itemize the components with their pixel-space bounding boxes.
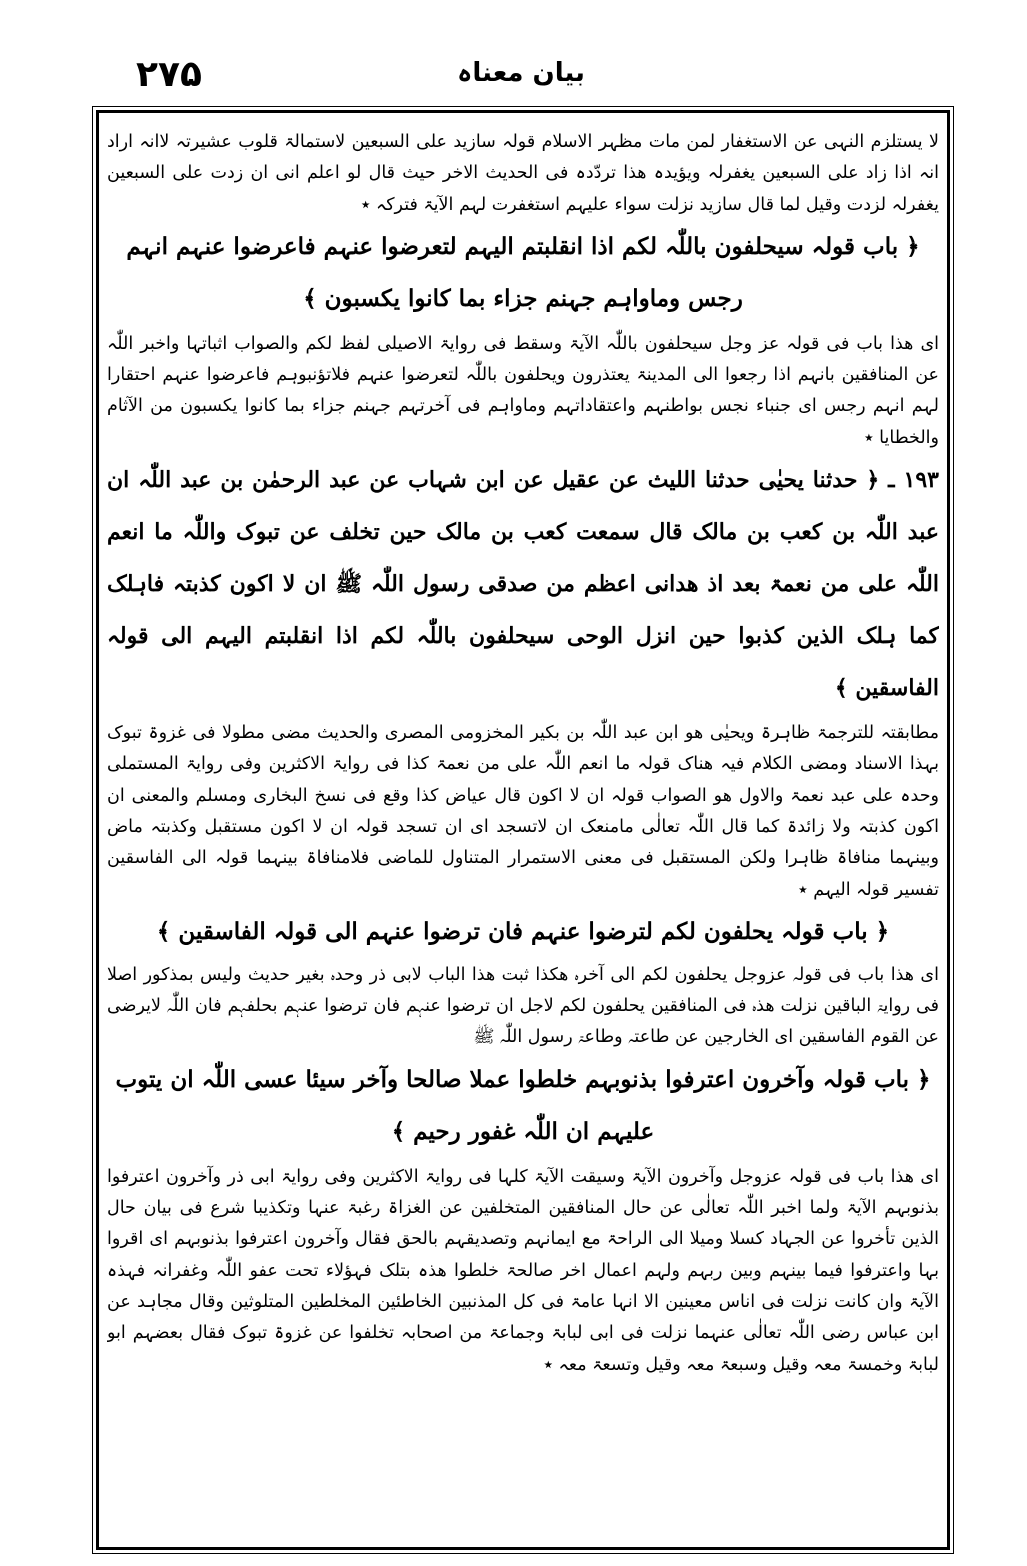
commentary-paragraph: ای ھذا باب فی قولہ عزوجل وآخرون الآیۃ وسیقت الآیۃ کلہا فی روایۃ الاکثرین وفی روایۃ ابی ذر وآخرون اعترفوا بذنوبہم الآیۃ ولما اخبر اللّٰہ تعالٰی عن حال المنافقین المتخلفین عن الغزاۃ رغبۃ عنہا وتکذیبا شرع فی بیان حال الذین تأخروا عن الجہاد کسلا ومیلا الی الراحۃ مع ایمانہم وتصدیقہم بالحق فقال وآخرون اعترفوا بذنوبہم ای اقروا بہا واعترفوا فیما بینہم وبین ربہم ولہم اعمال اخر صالحۃ خلطوا ھذہ بتلک فہؤلاء تحت عفو اللّٰہ وغفرانہ فہذہ الآیۃ وان کانت نزلت فی اناس معینین الا انہا عامۃ فی کل المذنبین الخاطئین المخلطین المتلوثین وقال مجاہد عن ابن عباس رضی اللّٰہ تعالٰی عنہما نزلت فی ابی لبابۃ وجماعۃ من اصحابہ تخلفوا عن غزوۃ تبوک فقال بعضہم ابو لبابۃ وخمسۃ معہ وقیل وسبعۃ معہ وقیل وتسعۃ معہ ٭ [107, 1166, 939, 1375]
commentary-paragraph: ای ھذا باب فی قولہ عز وجل سیحلفون باللّٰہ الآیۃ وسقط فی روایۃ الاصیلی لفظ لکم والصواب اثباتہا واخبر اللّٰہ عن المنافقین بانہم اذا رجعوا الی المدینۃ یعتذرون ویحلفون باللّٰہ لتعرضوا عنہم فلاتؤنبوہم فاعرضوا عنہم احتقارا لہم انہم رجس ای جنباء نجس بواطنہم واعتقاداتہم وماواہم فی آخرتہم جہنم جزاء بما کانوا یکسبون من الآثام والخطایا ٭ [107, 333, 939, 448]
commentary-paragraph: مطابقتہ للترجمۃ ظاہرۃ ویحیٰی ھو ابن عبد اللّٰہ بن بکیر المخزومی المصری والحدیث مضی مطولا فی غزوۃ تبوک بہذا الاسناد ومضی الکلام فیہ ھناک قولہ ما انعم اللّٰہ علی من نعمۃ کذا فی روایۃ الاکثرین وفی روایۃ المستملی وحدہ علی عبد نعمۃ والاول ھو الصواب قولہ ان لا اکون قال عیاض کذا وقع فی نسخ البخاری ومسلم والمعنی ان اکون کذبتہ ولا زائدۃ کما قال اللّٰہ تعالٰی مامنعک ان لاتسجد ای ان تسجد قولہ ان لا اکون مستقبل وکذبتہ ماض وبینہما منافاۃ ظاہرا ولکن المستقبل فی معنی الاستمرار المتناول للماضی فلامنافاۃ بینہما قولہ الی الفاسقین تفسیر قولہ الیہم ٭ [107, 723, 939, 900]
page-number: ۲۷۵ [136, 54, 202, 95]
text-frame [96, 110, 950, 1550]
page-header [96, 52, 946, 100]
commentary-paragraph: ای ھذا باب فی قولہ عزوجل یحلفون لکم الی آخرہ ھکذا ثبت ھذا الباب لابی ذر وحدہ بغیر حدیث ولیس بمذکور اصلا فی روایۃ الباقین نزلت ھذہ فی المنافقین یحلفون لکم لاجل ان ترضوا عنہم فان ترضوا عنہم بحلفہم فان اللّٰہ لایرضی عن القوم الفاسقین ای الخارجین عن طاعتہ وطاعۃ رسول اللّٰہ ﷺ [107, 964, 939, 1048]
hadith-text: ١٩٣ ـ ﴿ حدثنا یحیٰی حدثنا اللیث عن عقیل عن ابن شہاب عن عبد الرحمٰن بن عبد اللّٰہ ان عبد اللّٰہ بن کعب بن مالک قال سمعت کعب بن مالک حین تخلف عن تبوک واللّٰہ ما انعم اللّٰہ علی من نعمۃ بعد اذ ھدانی اعظم من صدقی رسول اللّٰہ ﷺ ان لا اکون کذبتہ فاہلک کما ہلک الذین کذبوا حین انزل الوحی سیحلفون باللّٰہ لکم اذا انقلبتم الیہم الی قولہ الفاسقین ﴾ [107, 467, 939, 702]
running-head: بیان معناہ [457, 58, 585, 88]
chapter-heading: ﴿ باب قولہ سیحلفون باللّٰہ لکم اذا انقلبتم الیہم لتعرضوا عنہم فاعرضوا عنہم انہم رجس وماواہم جہنم جزاء بما کانوا یکسبون ﴾ [126, 232, 920, 312]
page-body [107, 127, 939, 1539]
commentary-paragraph: لا یستلزم النہی عن الاستغفار لمن مات مظہر الاسلام قولہ سازید علی السبعین لاستمالۃ قلوب عشیرتہ لاانہ اراد انہ اذا زاد علی السبعین یغفرلہ ویؤیدہ ھذا تردّدہ فی الحدیث الاخر حیث قال لو اعلم انی ان زدت علی السبعین یغفرلہ لزدت وقیل لما قال سازید نزلت سواء علیہم استغفرت لہم الآیۃ فترکہ ٭ [107, 132, 939, 215]
chapter-heading: ﴿ باب قولہ یحلفون لکم لترضوا عنہم فان ترضوا عنہم الی قولہ الفاسقین ﴾ [156, 917, 890, 945]
chapter-heading: ﴿ باب قولہ وآخرون اعترفوا بذنوبہم خلطوا عملا صالحا وآخر سیئا عسی اللّٰہ ان یتوب علیہم ان اللّٰہ غفور رحیم ﴾ [115, 1065, 931, 1145]
